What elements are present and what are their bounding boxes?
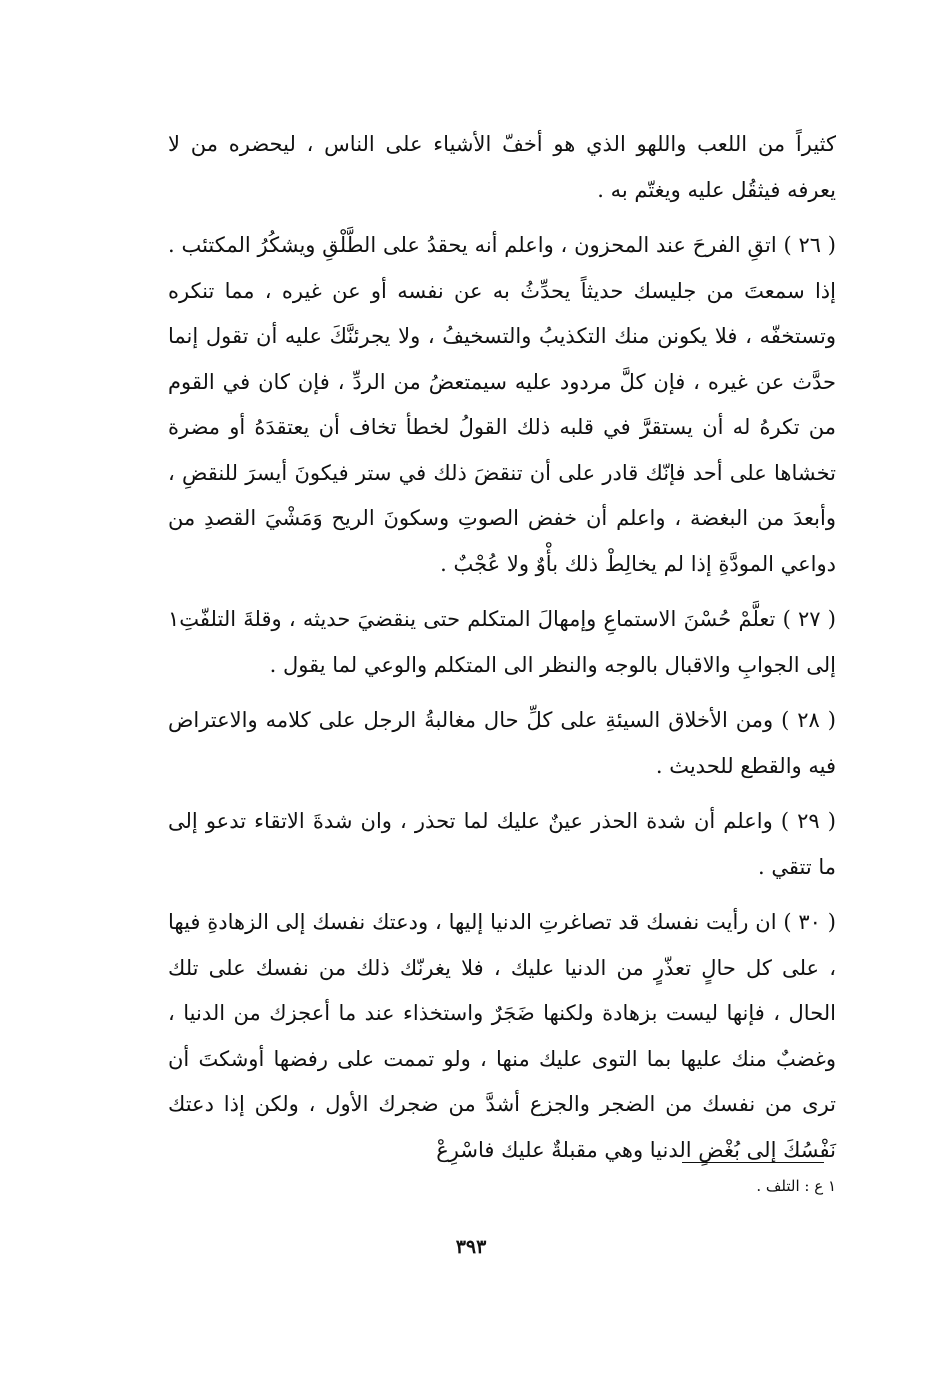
footnote-divider bbox=[682, 1162, 824, 1163]
paragraph-continuation: كثيراً من اللعب واللهو الذي هو أخفّ الأشياء على الناس ، ليحضره من لا يعرفه فيثقُل عليه ويغتّم به . bbox=[168, 132, 836, 202]
paragraph-30: ( ٣٠ ) ان رأيت نفسك قد تصاغرتِ الدنيا إليها ، ودعتك نفسك إلى الزهادةِ فيها ، على كل حالٍ تعذّرٍ من الدنيا عليك ، فلا يغرنّك ذلك من نفسك على تلك الحال ، فإنها ليست بزهادة ولكنها ضَجَرٌ واستخذاء عند ما أعجزك من الدنيا ، وغضبٌ منك عليها بما التوى عليك منها ، ولو تممت على رفضها أوشكتَ أن ترى من نفسك من الضجر والجزع أشدَّ من ضجرك الأول ، ولكن إذا دعتك نَفْسُكَ إلى بُغْضِ الدنيا وهي مقبلةٌ عليك فاسْرِعْ bbox=[168, 910, 836, 1162]
paragraph-27: ( ٢٧ ) تعلَّمْ حُسْنَ الاستماعِ وإمهالَ المتكلم حتى ينقضيَ حديثه ، وقلةَ التلفّتِ١ إلى الجوابِ والاقبال بالوجه والنظر الى المتكلم والوعي لما يقول . bbox=[168, 607, 837, 677]
paragraph-28: ( ٢٨ ) ومن الأخلاق السيئةِ على كلِّ حال مغالبةُ الرجل على كلامه والاعتراض فيه والقطع للحديث . bbox=[168, 708, 836, 778]
paragraph-gap bbox=[168, 688, 836, 698]
footnote: ١ ع : التلف . bbox=[756, 1177, 836, 1195]
page-number: ٣٩٣ bbox=[455, 1236, 487, 1258]
paragraph-29: ( ٢٩ ) واعلم أن شدة الحذر عينٌ عليك لما تحذر ، وان شدةَ الاتقاء تدعو إلى ما تتقي . bbox=[168, 809, 836, 879]
paragraph-gap bbox=[168, 789, 836, 799]
paragraph-26: ( ٢٦ ) اتقِ الفرحَ عند المحزون ، واعلم أنه يحقدُ على الطَّلْقِ ويشكُرُ المكتئب . إذا سمعتَ من جليسك حديثاً يحدِّثُ به عن نفسه أو عن غيره ، مما تنكره وتستخفّه ، فلا يكونن منك التكذيبُ والتسخيفُ ، ولا يجرئنَّكَ عليه أن تقول إنما حدَّث عن غيره ، فإن كلَّ مردود عليه سيمتعضُ من الردِّ ، فإن كان في القوم من تكرهُ له أن يستقرَّ في قلبه ذلك القولُ لخطأ تخاف أن يعتقدَهُ أو مضرة تخشاها على أحد فإنّك قادر على أن تنقضَ ذلك في ستر فيكونَ أيسرَ للنقضِ ، وأبعدَ من البغضة ، واعلم أن خفض الصوتِ وسكونَ الريح وَمَشْيَ القصدِ من دواعي المودَّةِ إذا لم يخالِطْ ذلك بأْوٌ ولا عُجْبٌ . bbox=[168, 233, 836, 576]
paragraph-gap bbox=[168, 890, 836, 900]
paragraph-gap bbox=[168, 587, 836, 597]
paragraph-gap bbox=[168, 213, 836, 223]
body-text bbox=[168, 122, 836, 1173]
